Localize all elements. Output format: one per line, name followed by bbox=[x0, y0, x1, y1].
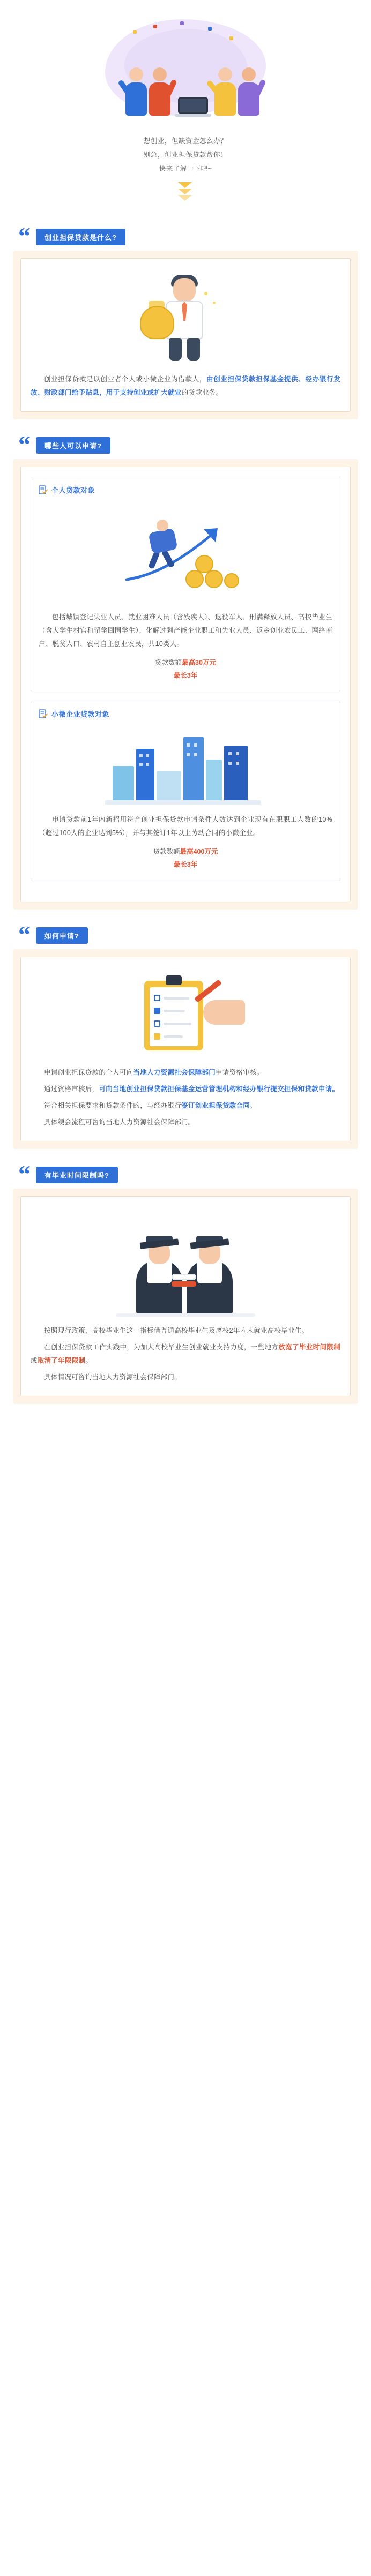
paragraph-time-1: 按照现行政策，高校毕业生这一指标借普通高校毕业生及离校2年内未就业高校毕业生。 bbox=[44, 1327, 309, 1334]
text-segment: 申请资格审核。 bbox=[216, 1069, 264, 1076]
paragraph-time-3: 具体情况可咨询当地人力资源社会保障部门。 bbox=[44, 1373, 182, 1381]
section-header-how bbox=[0, 910, 371, 949]
panel-how bbox=[13, 949, 358, 1149]
kv-small-enterprise bbox=[39, 845, 332, 871]
section-header-what bbox=[0, 211, 371, 251]
kv-value: 最长3年 bbox=[173, 861, 198, 868]
text-segment-highlight: 取消了年限限制 bbox=[37, 1357, 86, 1364]
kv-individual bbox=[39, 656, 332, 682]
section-title: 哪些人可以申请? bbox=[36, 437, 110, 454]
illustration-runner-with-coins bbox=[105, 500, 266, 602]
text-segment-highlight: 放宽了毕业时间限制 bbox=[278, 1343, 341, 1351]
paragraph-individual: 包括城镇登记失业人员、就业困难人员（含残疾人）、退役军人、刑满释放人员、高校毕业生（含大学生村官和留学回国学生）、化解过剩产能企业职工和失业人员、返乡创业农民工、网络商户、脱贫人口、农村自主创业农民，共10类人。 bbox=[39, 613, 332, 648]
confetti-dot bbox=[133, 30, 137, 34]
section-header-time bbox=[0, 1149, 371, 1189]
hero-illustration bbox=[73, 15, 298, 127]
text-segment: 在创业担保贷款工作实践中，为加大高校毕业生创业就业支持力度，一些地方 bbox=[44, 1343, 279, 1351]
hero-person bbox=[237, 67, 261, 116]
confetti-dot bbox=[180, 21, 184, 25]
confetti-dot bbox=[229, 36, 233, 40]
subcard-title: 小微企业贷款对象 bbox=[51, 710, 110, 718]
text-segment: 的贷款业务。 bbox=[181, 389, 223, 396]
text-segment: 符合相关担保要求和贷款条件的，与经办银行 bbox=[44, 1102, 182, 1109]
kv-label: 贷款数额 bbox=[153, 848, 180, 855]
paragraph-how-4: 具体绠会流程可咨询当地人力资源社会保障部门。 bbox=[44, 1118, 195, 1126]
text-segment: 。 bbox=[85, 1357, 93, 1364]
illustration-graduates bbox=[105, 1208, 266, 1316]
text-segment: 或 bbox=[31, 1357, 38, 1364]
subcard-small-enterprise bbox=[31, 701, 340, 881]
panel-what bbox=[13, 251, 358, 419]
subcard-title: 个人贷款对象 bbox=[51, 486, 95, 494]
subcard-individual bbox=[31, 477, 340, 692]
text-segment: 通过资格审核后， bbox=[44, 1085, 99, 1093]
illustration-city-buildings bbox=[105, 724, 266, 805]
paragraph-small-enterprise: 申请贷款前1年内新招用符合创业担保贷款申请条件人数达到企业现有在职职工人数的10%（超过100人的企业达到5%），并与其签订1年以上劳动合同的小微企业。 bbox=[39, 816, 332, 837]
confetti-dot bbox=[153, 25, 157, 28]
document-check-icon bbox=[39, 485, 48, 494]
hero-line: 想创业，但缺资金怎么办？ bbox=[143, 137, 227, 145]
text-segment-highlight: 可向当地创业担保贷款担保基金运营管理机构和经办银行提交担保和贷款申请。 bbox=[99, 1085, 339, 1093]
hero-line: 别急，创业担保贷款帮你！ bbox=[143, 151, 227, 159]
section-title: 有毕业时间限制吗? bbox=[36, 1167, 118, 1183]
section-title: 如何申请? bbox=[36, 927, 88, 944]
text-segment: 。 bbox=[250, 1102, 257, 1109]
text-segment-highlight: 签订创业担保贷款合同 bbox=[181, 1102, 250, 1109]
illustration-man-with-money-bag bbox=[124, 271, 247, 364]
text-segment-highlight: 当地人力资源社会保障部门 bbox=[133, 1069, 216, 1076]
panel-time bbox=[13, 1189, 358, 1404]
quote-icon: “ bbox=[18, 431, 31, 458]
paragraph-time-2 bbox=[31, 1341, 340, 1368]
confetti-dot bbox=[208, 27, 212, 31]
hero-line: 快来了解一下吧~ bbox=[159, 165, 212, 172]
quote-icon: “ bbox=[18, 222, 31, 250]
kv-value: 最高30万元 bbox=[182, 659, 216, 666]
quote-icon: “ bbox=[18, 921, 31, 948]
hero-person bbox=[213, 67, 237, 116]
hero-person bbox=[124, 67, 148, 116]
quote-icon: “ bbox=[18, 1160, 31, 1188]
panel-who bbox=[13, 459, 358, 910]
kv-value: 最长3年 bbox=[173, 672, 198, 679]
section-header-who bbox=[0, 419, 371, 459]
document-check-icon bbox=[39, 709, 48, 718]
section-title: 创业担保贷款是什么? bbox=[36, 229, 125, 245]
illustration-clipboard-and-hand bbox=[124, 969, 247, 1057]
kv-value: 最高400万元 bbox=[180, 848, 218, 855]
paragraph-how-2 bbox=[31, 1083, 340, 1096]
hero-person bbox=[148, 67, 172, 116]
paragraph-how-3 bbox=[31, 1099, 340, 1113]
paragraph-what bbox=[31, 373, 340, 400]
kv-label: 贷款数额 bbox=[155, 659, 182, 666]
hero-text bbox=[0, 134, 371, 176]
laptop-icon bbox=[178, 97, 212, 118]
text-segment: 申请创业担保贷款的个人可向 bbox=[44, 1069, 133, 1076]
text-segment-highlight: 由创业担保贷款担保基金提供、经办银行发放、财政部门给予贴息，用于支持创业或扩大就业 bbox=[31, 375, 341, 396]
pointing-hand-icon bbox=[175, 181, 196, 206]
hero-section bbox=[0, 0, 371, 211]
paragraph-how-1 bbox=[31, 1066, 340, 1079]
text-segment: 创业担保贷款是以创业者个人或小微企业为借款人， bbox=[44, 375, 207, 383]
